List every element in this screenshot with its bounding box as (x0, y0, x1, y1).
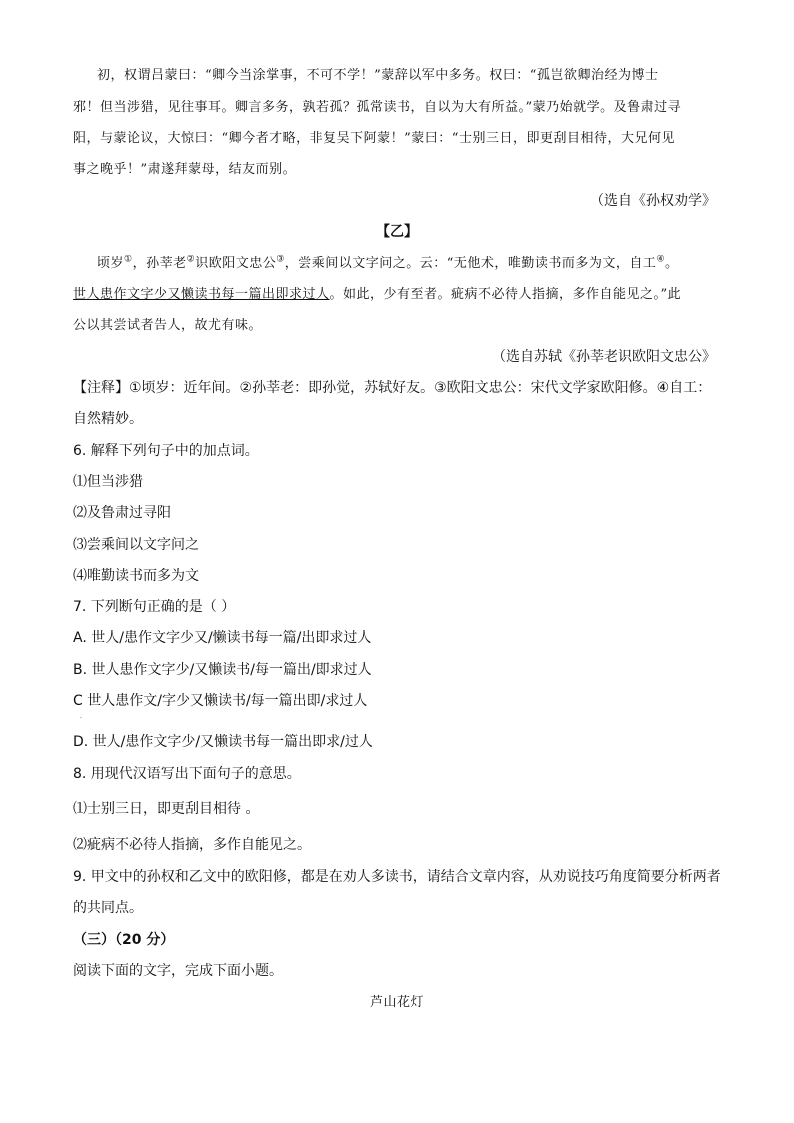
q6-item-1: ⑴但当涉猎 (73, 474, 143, 490)
q7-option-d: D. 世人/患作文字少/又懒读书每一篇出即求/过人 (73, 734, 373, 750)
section-3-title: （三）（20 分） (73, 932, 175, 948)
note-marker: ④ (656, 254, 666, 265)
jia-source: （选自《孙权劝学》 (590, 193, 716, 209)
q9-line-2: 的共同点。 (73, 900, 143, 916)
notes-line-2: 自然精妙。 (73, 411, 143, 427)
note-marker: ③ (276, 254, 285, 265)
stray-mark: . (80, 713, 82, 720)
q8-item-1: ⑴士别三日，即更刮目相待 。 (73, 801, 260, 817)
q6-item-3: ⑶尝乘间以文字问之 (73, 537, 199, 553)
article-title: 芦山花灯 (369, 995, 424, 1010)
section-3-instruction: 阅读下面的文字，完成下面小题。 (73, 963, 283, 979)
yi-line-2 (73, 285, 681, 305)
q6-stem: 6. 解释下列句子中的加点词。 (73, 443, 259, 459)
q7-option-b: B. 世人患作文字少/又懒读书/每一篇出/即求过人 (73, 662, 372, 678)
yi-text: ，孙莘老 (132, 256, 187, 271)
yi-line-1 (97, 254, 679, 274)
q8-item-2: ⑵疵病不必待人指摘，多作自能见之。 (73, 837, 311, 853)
q6-item-4: ⑷唯勤读书而多为文 (73, 568, 199, 584)
note-marker: ① (124, 254, 133, 265)
jia-line-2: 邪！但当涉猎，见往事耳。卿言多务，孰若孤？孤常读书，自以为大有所益。”蒙乃始就学。及鲁肃过寻 (73, 100, 682, 115)
jia-line-1: 初，权谓吕蒙曰：“卿今当涂掌事，不可不学！”蒙辞以军中多务。权曰：“孤岂欲卿治经为博士 (97, 68, 659, 83)
yi-line-3: 公以其尝试者告人，故尤有味。 (73, 318, 263, 333)
yi-text: 识欧阳文忠公 (195, 256, 277, 271)
note-marker: ② (186, 254, 196, 265)
yi-text: 顷岁 (97, 256, 125, 271)
jia-line-3: 阳，与蒙论议，大惊曰：“卿今者才略，非复吴下阿蒙！”蒙曰：“士别三日，即更刮目相待，大兄何见 (73, 131, 675, 146)
yi-text: ，尝乘间以文字问之。云：“无他术，唯勤读书而多为文，自工 (284, 256, 657, 271)
q7-stem: 7. 下列断句正确的是（ ） (73, 599, 236, 615)
underlined-sentence: 世人患作文字少又懒读书每一篇出即求过人 (73, 287, 330, 302)
q7-option-c: C 世人患作文/字少又懒读书/每一篇出即/求过人 (73, 693, 368, 709)
yi-heading: 【乙】 (376, 224, 418, 240)
q7-option-a: A. 世人/患作文字少又/懒读书每一篇/出即求过人 (73, 630, 372, 646)
notes-line-1: 【注释】①顷岁：近年间。②孙莘老：即孙觉，苏轼好友。③欧阳文忠公：宋代文学家欧阳修。④自工： (73, 380, 712, 396)
jia-line-4: 事之晚乎！”肃遂拜蒙母，结友而别。 (73, 162, 297, 177)
yi-text: 。如此，少有至者。疵病不必待人指摘，多作自能见之。”此 (329, 287, 682, 302)
q6-item-2: ⑵及鲁肃过寻阳 (73, 505, 171, 521)
q8-stem: 8. 用现代汉语写出下面句子的意思。 (73, 766, 301, 782)
q9-line-1: 9. 甲文中的孙权和乙文中的欧阳修，都是在劝人多读书，请结合文章内容，从劝说技巧角度简要分析两者 (73, 869, 721, 885)
yi-text: 。 (665, 256, 679, 271)
yi-source: （选自苏轼《孙莘老识欧阳文忠公》 (492, 349, 716, 365)
